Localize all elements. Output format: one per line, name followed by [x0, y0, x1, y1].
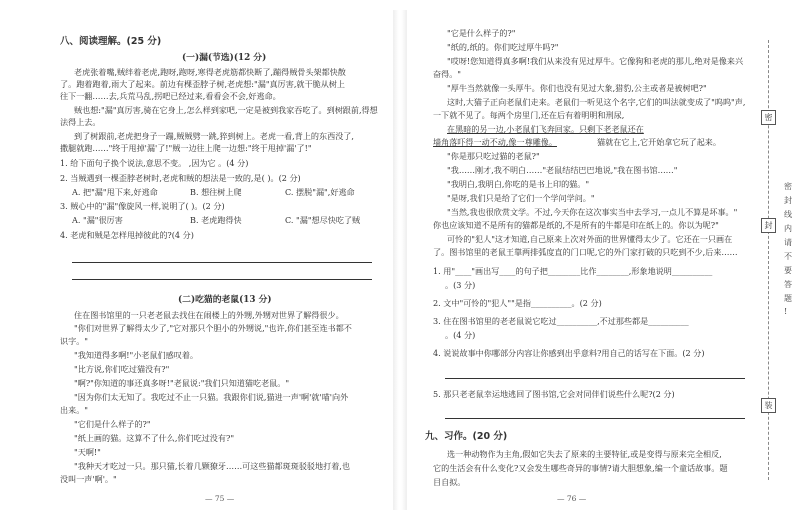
text-line: 到了树跟前,老虎把身子一蹦,贼贼劈一跳,猝到树上。老虎一看,背上的东西没了,: [74, 131, 354, 141]
q2-option-b[interactable]: B. 想往树上爬: [190, 187, 242, 197]
text-line: "天啊!": [74, 447, 101, 457]
text-line: "厚牛当然就像一头厚牛。你们也没有见过大象,猎豹,公主或者是被树吧?": [447, 83, 707, 93]
q2-option-a[interactable]: A. 把"漏"甩下来,好逃命: [72, 187, 158, 197]
question-3-tail: 。(4 分): [445, 330, 476, 340]
text-line: 奋得。": [433, 69, 462, 79]
text-line: "它们是什么样子的?": [74, 419, 151, 429]
seal-line: [768, 40, 769, 480]
answer-line[interactable]: [72, 279, 372, 280]
seal-char: 请: [784, 238, 792, 247]
seal-char: 线: [784, 210, 792, 219]
seal-char: 题: [784, 294, 792, 303]
section-title-reading: 八、阅读理解。(25 分): [60, 36, 162, 47]
text-line: "纸上画的猫。这算不了什么,你们吃过没有?": [74, 433, 235, 443]
text-line: "比方说,你们吃过猫没有?": [74, 364, 170, 374]
seal-char: !: [784, 307, 788, 316]
writing-prompt-line: 目自拟。: [433, 477, 466, 487]
binding-rail: [762, 0, 800, 522]
seal-box: 密: [761, 110, 776, 125]
text-line: 你也应该知道不是所有的猫都是纸的,不是所有的牛都是印在纸上的。你以为呢?": [433, 220, 719, 230]
text-line: "哎呀!您知道得真多啊!我们从来没有见过厚牛。它像狗和老虎的那儿,绝对是像来兴: [447, 56, 744, 66]
section-title-writing: 九、习作。(20 分): [425, 431, 508, 442]
question-1: 1. 给下面句子换个说法,意思不变。 ,因为它 。(4 分): [60, 158, 249, 168]
text-line: "你们对世界了解得太少了,"它对那只个胆小的外甥说,"也许,你们甚至连书都不: [74, 323, 352, 333]
writing-prompt-line: 选一种动物作为主角,假如它失去了原来的主要特征,或是变得与原来完全相反,: [447, 449, 722, 459]
text-line: 法得上去。: [60, 117, 101, 127]
question-4: 4. 说说故事中你哪部分内容让你感到出乎意料?用自己的话写在下面。(2 分): [433, 348, 705, 358]
text-line: "啊?"你知道的事还真多呀!"老鼠说:"我们只知道猫吃老鼠。": [74, 378, 290, 388]
question-2: 2. 当贼遇到一棵歪脖老树时,老虎和贼的想法是一致的,是( )。(2 分): [60, 173, 301, 183]
passage1-title: (一)漏(节选)(12 分): [182, 53, 267, 63]
text-line: 识字。": [60, 336, 89, 346]
text-line: "你是那只吃过猫的老鼠?": [447, 151, 540, 161]
q3-option-c[interactable]: C. "漏"想尽快吃了贼: [285, 215, 361, 225]
answer-line[interactable]: [445, 378, 745, 379]
text-line: 这时,大猫子正向老鼠们走来。老鼠们一听见这个名字,它们的叫法就变成了"呜呜"声,: [447, 97, 746, 107]
question-1: 1. 用"____"画出写____的句子把________比作________,形象地说明__________: [433, 266, 713, 276]
text-line: 可怜的"犯人"这才知道,自己原来上次对外面的世界懂得太少了。它还在一只画在: [447, 234, 733, 244]
underlined-line: 墙角落吓得一动不动,像一尊雕像。: [433, 137, 557, 147]
seal-char: 要: [784, 266, 792, 275]
text-line: "纸的,纸的。你们吃过厚牛吗?": [447, 42, 559, 52]
text-line: 了。图书馆里的老鼠王靠两排弧度直的门口呢,它的外门家打破的只吃到不少,后来……: [433, 247, 738, 257]
passage2-title: (二)吃猫的老鼠(13 分): [178, 295, 272, 305]
text-line: 出来。": [60, 405, 89, 415]
seal-char: 不: [784, 252, 792, 261]
text-line: "我明白,我明白,你吃的是书上印的猫。": [447, 179, 590, 189]
text-line: 贼也想:"漏"真厉害,骑在它身上,怎么样到家吧,一定是被到我家吞吃了。到树跟前,得想: [74, 105, 378, 115]
text-line: "我……刚才,我不明白……"老鼠结结巴巴地说,"我在图书馆……": [447, 165, 678, 175]
text-line: "因为你们太无知了。我吃过不止一只猫。我跟你们说,猫进一声'啊'就'喵'向外: [74, 392, 349, 402]
question-3: 3. 住在图书馆里的老老鼠说它吃过__________,不过那些都是__________: [433, 316, 689, 326]
seal-char: 内: [784, 224, 792, 233]
question-5: 5. 那只老老鼠幸运地逃回了图书馆,它会对同伴们说些什么呢?(2 分): [433, 389, 675, 399]
seal-char: 封: [784, 196, 792, 205]
text-line: "当然,我也很欣赏文学。不过,今天你在这次事实当中去学习,一点儿不算是坏事。": [447, 207, 738, 217]
text-line: 老虎张着嘴,贼绊着老虎,跑呀,跑呀,寒得老虎筋都快断了,蹦得贼骨头架都快散: [74, 67, 346, 77]
text-line: "我知道得多啊!"小老鼠们感叹着。: [74, 350, 199, 360]
page-number: — 76 —: [557, 494, 587, 503]
seal-box: 封: [761, 218, 776, 233]
text-line: 了。跑着跑着,雨大了起来。前边有棵歪脖子树,老虎想:"漏"真厉害,就干脆从树上: [60, 79, 345, 89]
text-line: "我种天才吃过一只。那只猫,长着几颗獠牙……可这些猫都斑斑驳驳地打着,也: [74, 461, 350, 471]
text-line: 撒腿就跑……"终于甩掉'漏'了!"贼一边往上爬一边想:"终于甩掉'漏'了!": [60, 143, 312, 153]
writing-prompt-line: 它的生活会有什么变化?又会发生哪些奇异的事情?请大胆想象,编一个童话故事。题: [433, 463, 728, 473]
text-line: 没叫一声'啊'。": [60, 474, 117, 484]
page-gutter: [393, 10, 407, 510]
q2-option-c[interactable]: C. 摆脱"漏",好逃命: [285, 187, 355, 197]
question-2: 2. 文中"可怜的"犯人""是指__________。(2 分): [433, 298, 602, 308]
q3-option-a[interactable]: A. "漏"很厉害: [72, 215, 123, 225]
answer-line[interactable]: [72, 262, 372, 263]
seal-box: 装: [761, 398, 776, 413]
question-1-tail: 。(3 分): [445, 280, 476, 290]
left-page: [0, 0, 393, 522]
text-line: "它是什么样子的?": [447, 28, 516, 38]
question-3: 3. 贼心中的"漏"像旋风一样,说明了( )。(2 分): [60, 201, 225, 211]
underlined-line: 在黑暗的另一边,小老鼠们飞奔回家。只剩下老老鼠还在: [447, 124, 644, 134]
text-line: 猫就在它上,它开始拿它玩了起来。: [597, 137, 721, 147]
text-line: 住在图书馆里的一只老老鼠去找住在闹楼上的外甥,外甥对世界了解得很少。: [74, 310, 344, 320]
right-page: [407, 0, 762, 522]
seal-char: 密: [784, 182, 792, 191]
text-line: "是呀,我们只是给了它们一个学问学问。": [447, 193, 595, 203]
answer-line[interactable]: [445, 418, 745, 419]
seal-char: 答: [784, 280, 792, 289]
text-line: 一下就不见了。每两个房里门,还在后有着明明和刑尿,: [433, 110, 625, 120]
page-number: — 75 —: [205, 494, 235, 503]
question-4: 4. 老虎和贼是怎样甩掉彼此的?(4 分): [60, 230, 194, 240]
text-line: 往下一翻……去,兵荒马乱,拐吧已经过来,看看会不会,好逃命。: [60, 91, 281, 101]
q3-option-b[interactable]: B. 老虎跑得快: [190, 215, 242, 225]
